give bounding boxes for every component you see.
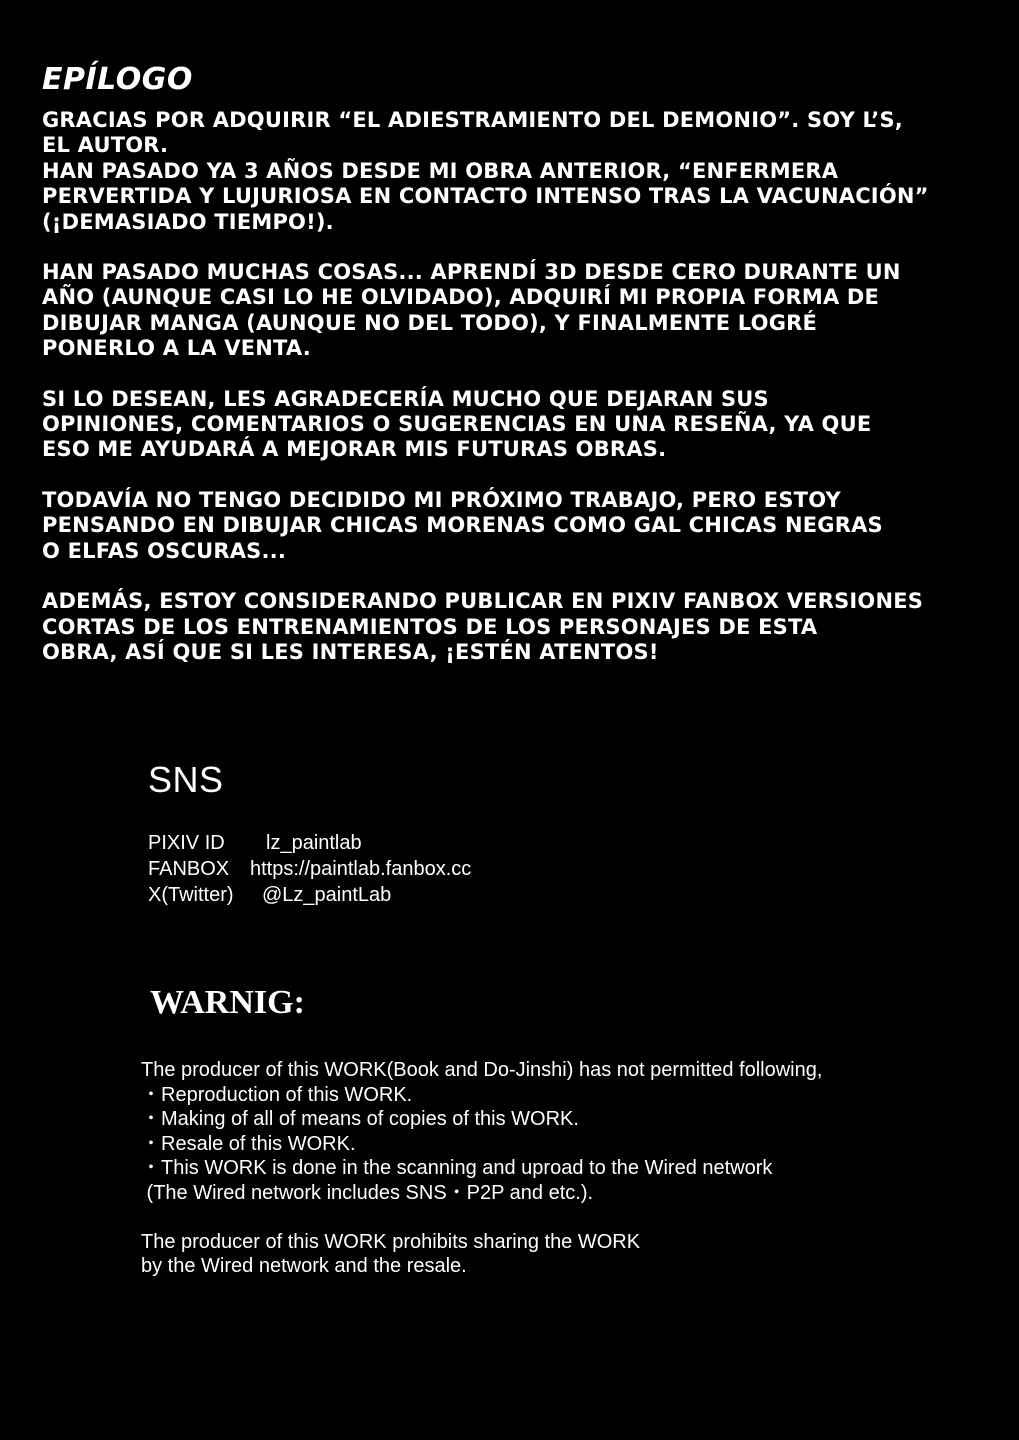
epilogue-paragraph: TODAVÍA NO TENGO DECIDIDO MI PRÓXIMO TRABAJO, PERO ESTOY PENSANDO EN DIBUJAR CHICAS MORENAS COMO GAL CHICAS NEGRAS O ELFAS OSCURAS... [42, 487, 883, 563]
epilogue-paragraph: SI LO DESEAN, LES AGRADECERÍA MUCHO QUE DEJARAN SUS OPINIONES, COMENTARIOS O SUGERENCIAS EN UNA RESEÑA, YA QUE ESO ME AYUDARÁ A MEJORAR MIS FUTURAS OBRAS. [42, 386, 872, 462]
warning-title: WARNIG: [150, 984, 305, 1021]
sns-list [148, 830, 471, 908]
warning-line: by the Wired network and the resale. [141, 1255, 467, 1277]
sns-label: X(Twitter) [148, 884, 234, 906]
epilogue-title: EPÍLOGO [42, 62, 193, 97]
epilogue-section [42, 62, 982, 690]
epilogue-paragraph: HAN PASADO MUCHAS COSAS... APRENDÍ 3D DESDE CERO DURANTE UN AÑO (AUNQUE CASI LO HE OLVIDADO), ADQUIRÍ MI PROPIA FORMA DE DIBUJAR MANGA (AUNQUE NO DEL TODO), Y FINALMENTE LOGRÉ PONERLO A LA VENTA. [42, 260, 901, 361]
warning-line: ・Resale of this WORK. [141, 1132, 356, 1155]
epilogue-paragraph: ADEMÁS, ESTOY CONSIDERANDO PUBLICAR EN PIXIV FANBOX VERSIONES CORTAS DE LOS ENTRENAMIENTOS DE LOS PERSONAJES DE ESTA OBRA, ASÍ QUE SI LES INTERESA, ¡ESTÉN ATENTOS! [42, 589, 924, 664]
sns-row-fanbox [148, 856, 471, 882]
warning-line: (The Wired network includes SNS・P2P and etc.). [141, 1181, 594, 1204]
sns-section [148, 758, 471, 908]
sns-value: lz_paintlab [266, 832, 362, 854]
warning-line: The producer of this WORK prohibits sharing the WORK [141, 1230, 641, 1253]
sns-title: SNS [148, 759, 224, 800]
warning-line: ・Reproduction of this WORK. [141, 1083, 413, 1106]
warning-spacer [141, 1205, 822, 1230]
warning-line: ・Making of all of means of copies of this WORK. [141, 1108, 579, 1130]
warning-line: The producer of this WORK(Book and Do-Jinshi) has not permitted following, [141, 1059, 823, 1081]
sns-label: PIXIV ID [148, 832, 225, 854]
sns-row-pixiv [148, 830, 471, 856]
warning-section [141, 1058, 822, 1279]
sns-value: @Lz_paintLab [262, 884, 392, 906]
warning-line: ・This WORK is done in the scanning and uproad to the Wired network [141, 1157, 773, 1179]
sns-label: FANBOX [148, 858, 230, 880]
sns-row-twitter [148, 882, 471, 908]
sns-value: https://paintlab.fanbox.cc [250, 858, 472, 880]
epilogue-paragraph: GRACIAS POR ADQUIRIR “EL ADIESTRAMIENTO DEL DEMONIO”. SOY L’S, EL AUTOR. HAN PASADO YA 3 AÑOS DESDE MI OBRA ANTERIOR, “ENFERMERA PERVERTIDA Y LUJURIOSA EN CONTACTO INTENSO TRAS LA VACUNACIÓN” (¡DEMASIADO TIEMPO!). [42, 108, 929, 234]
